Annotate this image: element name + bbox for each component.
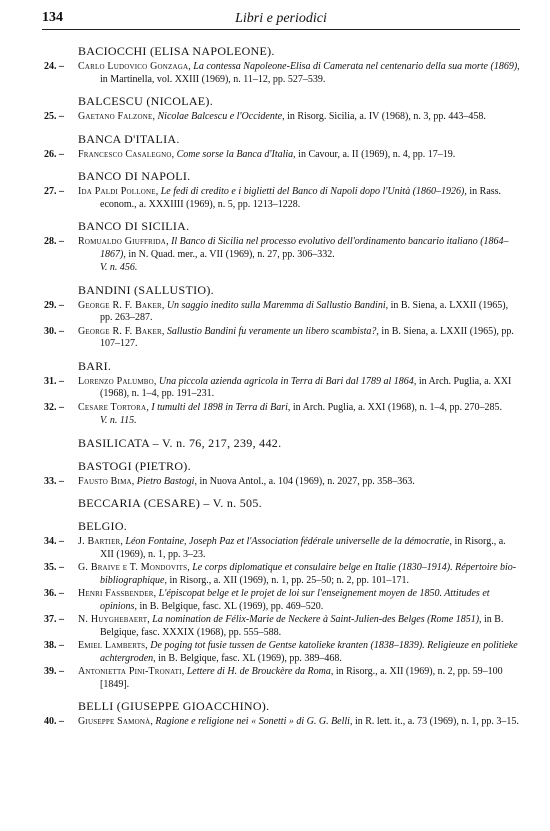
bibliography-section (42, 519, 520, 691)
section-heading: BASTOGI (PIETRO). (78, 458, 191, 473)
bibliography-entry: 27. – Ida Paldi Pollone, Le fedi di credito e i biglietti del Banco di Napoli dopo l'Unità (1860–1926), in Rass. econom., a. XXXIIII (1969), n. 5, pp. 1213–1228. (44, 186, 502, 210)
bibliography-entry: 30. – George R. F. Baker, Sallustio Bandini fu veramente un libero scambista?, in B. Siena, a. LXXII (1965), pp. 107–127. (44, 325, 514, 349)
entry-title: L'épiscopat belge et le projet de loi sur l'enseignement moyen de 1850. Attitudes et opinions (100, 588, 490, 612)
entry-author: Romualdo Giuffrida (78, 236, 167, 247)
entry-author: Ida Paldi Pollone (78, 186, 156, 197)
bibliography-entry: 37. – N. Huyghebaert, La nomination de Félix-Marie de Neckere à Saint-Julien-des Belges (Rome 1851), in B. Belgique, fasc. XXXIX (1968), pp. 555–588. (44, 614, 504, 638)
entry-number: 34. – (44, 536, 64, 547)
bibliography-entry: 31. – Lorenzo Palumbo, Una piccola azienda agricola in Terra di Bari dal 1789 al 1864, in Arch. Puglia, a. XXI (1968), n. 1–4, pp. 191–231. (44, 375, 512, 399)
entry-number: 28. – (44, 236, 64, 247)
entry-number: 27. – (44, 186, 64, 197)
section-heading: BANCO DI SICILIA. (78, 219, 190, 233)
header-rule (42, 29, 520, 30)
bibliography-section (42, 132, 520, 162)
bibliography-entry: 33. – Fausto Bima, Pietro Bastogi, in Nuova Antol., a. 104 (1969), n. 2027, pp. 358–363. (44, 475, 415, 487)
bibliography-entry: 34. – J. Bartier, Léon Fontaine, Joseph Paz et l'Association fédérale universelle de la démocratie, in Risorg., a. XII (1969), n. 1, pp. 3–23. (44, 536, 506, 560)
entry-citation: , in B. Belgique, fasc. XL (1969), pp. 469–520. (134, 600, 324, 612)
entry-author: Giuseppe Samonà (78, 716, 151, 727)
entry-number: 38. – (44, 640, 64, 651)
entry-number: 30. – (44, 325, 64, 337)
section-heading: BANDINI (SALLUSTIO). (78, 282, 214, 297)
entry-author: N. Huyghebaert (78, 614, 148, 625)
bibliography-entry: 39. – Antonietta Pini-Tronati, Lettere di H. de Brouckère da Roma, in Risorg., a. XII (1969), n. 2, pp. 59–100 [1849]. (44, 666, 503, 690)
bibliography-section (42, 359, 520, 428)
entry-title: Una piccola azienda agricola in Terra di Bari dal 1789 al 1864 (158, 375, 414, 387)
entry-citation: , in Arch. Puglia, a. XXI (1968), n. 1–4, pp. 270–285. (287, 401, 503, 413)
entry-citation: , in B. Belgique, fasc. XL (1969), pp. 389–468. (153, 652, 342, 664)
bibliography-list (42, 44, 520, 737)
entry-author: J. Bartier (78, 536, 121, 547)
entry-number: 25. – (44, 111, 64, 122)
entry-number: 39. – (44, 666, 64, 677)
section-heading: BANCO DI NAPOLI. (78, 169, 191, 183)
entry-number: 24. – (44, 61, 64, 72)
entry-number: 37. – (44, 614, 64, 625)
section-heading: BANCA D'ITALIA. (78, 131, 180, 146)
bibliography-section (42, 94, 520, 124)
bibliography-entry: 24. – Carlo Ludovico Gonzaga, La contessa Napoleone-Elisa di Camerata nel centenario della sua morte (1869), in Martinella, vol. XXIII (1969), n. 11–12, pp. 527–539. (44, 61, 520, 85)
entry-title: Le fedi di credito e i biglietti del Banco di Napoli dopo l'Unità (1860–1926) (160, 186, 465, 197)
bibliography-entry: 29. – George R. F. Baker, Un saggio inedito sulla Maremma di Sallustio Bandini, in B. Siena, a. LXXII (1965), pp. 263–287. (44, 299, 509, 323)
bibliography-section (42, 169, 520, 211)
bibliography-section (42, 496, 520, 511)
entry-citation: , in Risorg., a. XII (1969), n. 1, pp. 3–23. (100, 536, 506, 560)
entry-author: George R. F. Baker (78, 299, 162, 311)
entry-number: 31. – (44, 375, 64, 387)
entry-title: I tumulti del 1898 in Terra di Bari (151, 401, 288, 413)
bibliography-entry: 28. – Romualdo Giuffrida, Il Banco di Sicilia nel processo evolutivo dell'ordinamento bancario italiano (1864–1867), in N. Quad. mer., a. VII (1969), n. 27, pp. 306–332. (44, 236, 509, 260)
entry-author: Antonietta Pini-Tronati (78, 666, 182, 677)
entry-title: Le corps diplomatique et consulaire belge en Italie (1830–1914). Répertoire bio-bibliographique (100, 562, 517, 586)
entry-title: La contessa Napoleone-Elisa di Camerata nel centenario della sua morte (1869) (193, 61, 518, 72)
entry-citation: , in Cavour, a. II (1969), n. 4, pp. 17–19. (293, 148, 456, 160)
page-header (42, 10, 520, 30)
entry-title: De poging tot fusie tussen de Gentse katolieke kranten (1838–1839). Religieuze en politieke achtergroden (100, 640, 518, 664)
bibliography-entry: 32. – Cesare Tortora, I tumulti del 1898 in Terra di Bari, in Arch. Puglia, a. XXI (1968), n. 1–4, pp. 270–285. (44, 401, 503, 413)
entry-citation: , in N. Quad. mer., a. VII (1969), n. 27, pp. 306–332. (123, 248, 335, 260)
entry-title: Sallustio Bandini fu veramente un libero scambista? (166, 325, 377, 337)
entry-author: Lorenzo Palumbo (78, 375, 154, 387)
section-heading: BACIOCCHI (ELISA NAPOLEONE). (78, 44, 275, 58)
section-heading: BALCESCU (NICOLAE). (78, 94, 214, 108)
bibliography-section (42, 219, 520, 275)
entry-citation: , in R. lett. it., a. 73 (1969), n. 1, pp. 3–15. (349, 716, 519, 727)
section-heading: BELGIO. (78, 519, 128, 533)
cross-reference: V. n. 456. (100, 262, 138, 273)
entry-number: 29. – (44, 299, 64, 311)
entry-author: Henri Fassbender (78, 588, 154, 599)
entry-number: 36. – (44, 588, 64, 599)
bibliography-entry: 40. – Giuseppe Samonà, Ragione e religione nei « Sonetti » di G. G. Belli, in R. lett. it., a. 73 (1969), n. 1, pp. 3–15. (44, 716, 519, 727)
bibliography-entry: 35. – G. Braive e T. Mondovits, Le corps diplomatique et consulaire belge en Italie (1830–1914). Répertoire bio-bibliographique, in Risorg., a. XII (1969), n. 1, pp. 25–50; n. 2, pp. 101–171. (44, 562, 517, 586)
entry-author: Cesare Tortora (78, 401, 147, 413)
section-heading: BECCARIA (CESARE) – V. n. 505. (78, 496, 262, 510)
cross-reference: V. n. 115. (100, 415, 137, 426)
entry-title: Léon Fontaine, Joseph Paz et l'Association fédérale universelle de la démocratie (125, 536, 450, 547)
bibliography-section (42, 436, 520, 451)
entry-citation: , in Nuova Antol., a. 104 (1969), n. 2027, pp. 358–363. (194, 475, 415, 487)
entry-title: Pietro Bastogi (136, 475, 195, 487)
section-heading: BARI. (78, 358, 112, 373)
entry-author: Gaetano Falzone (78, 111, 153, 122)
page-number: 134 (42, 10, 63, 25)
entry-number: 33. – (44, 475, 64, 487)
entry-number: 40. – (44, 716, 64, 727)
entry-title: La nomination de Félix-Marie de Neckere à Saint-Julien-des Belges (Rome 1851) (152, 614, 480, 625)
bibliography-entry: 25. – Gaetano Falzone, Nicolae Balcescu e l'Occidente, in Risorg. Sicilia, a. IV (1968), n. 3, pp. 443–458. (44, 111, 486, 122)
bibliography-entry: 36. – Henri Fassbender, L'épiscopat belge et le projet de loi sur l'enseignement moyen de 1850. Attitudes et opinions, in B. Belgique, fasc. XL (1969), pp. 469–520. (44, 588, 490, 612)
entry-citation: , in Risorg., a. XII (1969), n. 1, pp. 25–50; n. 2, pp. 101–171. (164, 574, 409, 586)
bibliography-entry: 26. – Francesco Casalegno, Come sorse la Banca d'Italia, in Cavour, a. II (1969), n. 4, pp. 17–19. (44, 148, 456, 160)
bibliography-entry: 38. – Emiel Lamberts, De poging tot fusie tussen de Gentse katolieke kranten (1838–1839). Religieuze en politieke achtergroden, in B. Belgique, fasc. XL (1969), pp. 389–468. (44, 640, 518, 664)
running-title: Libri e periodici (235, 11, 327, 26)
section-heading: BELLI (GIUSEPPE GIOACCHINO). (78, 699, 270, 713)
entry-author: G. Braive e T. Mondovits (78, 562, 188, 573)
entry-citation: , in Arch. Puglia, a. XXI (1968), n. 1–4, pp. 191–231. (100, 375, 512, 399)
entry-citation: , in Risorg. Sicilia, a. IV (1968), n. 3, pp. 443–458. (282, 111, 486, 122)
bibliography-section (42, 44, 520, 86)
entry-author: George R. F. Baker (78, 325, 162, 337)
bibliography-section (42, 283, 520, 351)
section-heading: BASILICATA – V. n. 76, 217, 239, 442. (78, 435, 282, 450)
entry-citation: , in Rass. econom., a. XXXIIII (1969), n. 5, pp. 1213–1228. (100, 186, 502, 210)
bibliography-section (42, 459, 520, 489)
entry-number: 32. – (44, 401, 64, 413)
entry-title: Ragione e religione nei « Sonetti » di G. G. Belli (155, 716, 350, 727)
entry-number: 26. – (44, 148, 64, 160)
bibliography-section (42, 699, 520, 729)
entry-citation: , in Martinella, vol. XXIII (1969), n. 11–12, pp. 527–539. (100, 61, 520, 85)
entry-author: Carlo Ludovico Gonzaga (78, 61, 189, 72)
entry-citation: , in B. Siena, a. LXXII (1965), pp. 107–127. (100, 325, 514, 349)
entry-author: Fausto Bima (78, 475, 132, 487)
entry-title: Un saggio inedito sulla Maremma di Sallustio Bandini (166, 299, 386, 311)
entry-citation: , in B. Siena, a. LXXII (1965), pp. 263–287. (100, 299, 509, 323)
entry-title: Lettere di H. de Brouckère da Roma (186, 666, 331, 677)
entry-title: Nicolae Balcescu e l'Occidente (157, 111, 283, 122)
entry-author: Francesco Casalegno (78, 148, 172, 160)
entry-title: Come sorse la Banca d'Italia (176, 148, 294, 160)
entry-number: 35. – (44, 562, 64, 573)
entry-title: Il Banco di Sicilia nel processo evolutivo dell'ordinamento bancario italiano (1864–1867) (100, 236, 509, 260)
entry-citation: , in B. Belgique, fasc. XXXIX (1968), pp. 555–588. (100, 614, 504, 638)
entry-citation: , in Risorg., a. XII (1969), n. 2, pp. 59–100 [1849]. (100, 666, 503, 690)
entry-author: Emiel Lamberts (78, 640, 146, 651)
